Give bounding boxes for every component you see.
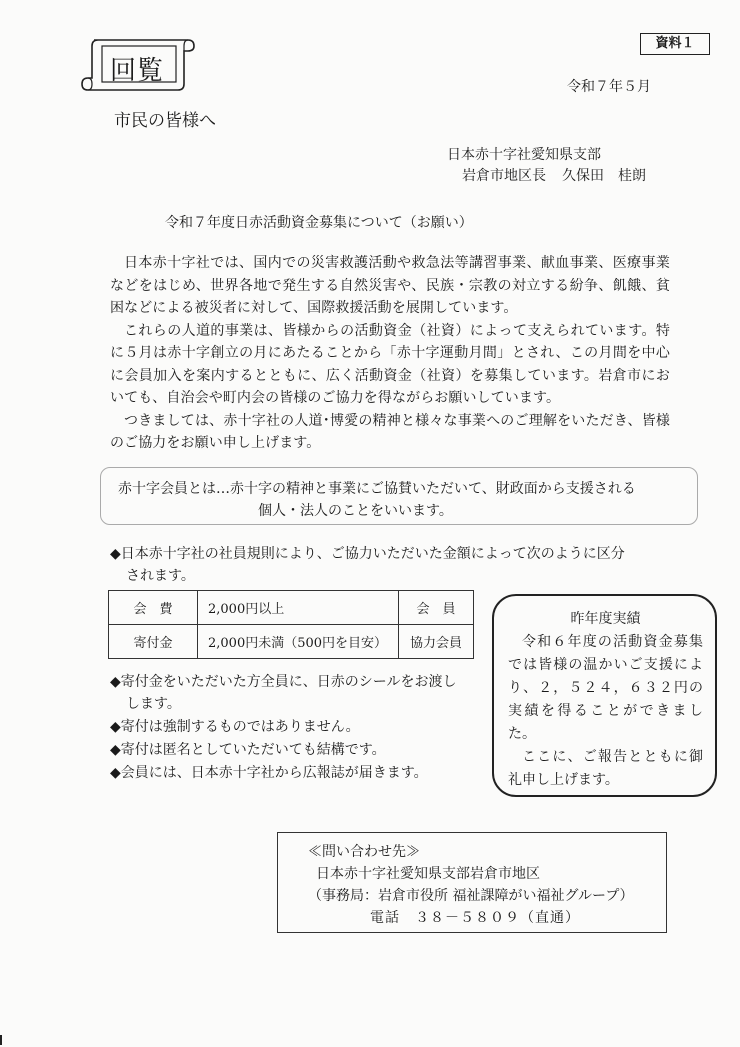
definition-line: 個人・法人のことをいいます。 [258,503,453,519]
subject-title: 令和７年度日赤活動資金募集について（お願い） [165,215,473,231]
sender-leader [462,165,646,185]
body-text [110,252,670,455]
table-cell-class: 協力会員 [399,625,474,659]
body-paragraph: 日本赤十字社では、国内での災害救護活動や救急法等講習事業、献血事業、医療事業などをはじめ、世界各地で発生する自然災害や、民族・宗教の対立する紛争、飢餓、貧困などによる被災者に対して、国際救援活動を展開しています。 [110,255,670,316]
contact-org: 日本赤十字社愛知県支部岩倉市地区 [316,866,540,882]
bullet-intro: ◆日本赤十字社の社員規則により、ご協力いただいた金額によって次のように区分 [110,546,625,562]
page-mark [0,1035,2,1045]
table-cell-class: 会 員 [399,591,474,625]
results-title: 昨年度実績 [570,611,641,627]
addressee: 市民の皆様へ [114,111,216,131]
results-box [492,594,717,797]
results-thanks: ここに、ご報告とともに御礼申し上げます。 [508,749,703,788]
table-cell-type: 寄付金 [109,625,198,659]
bullet-sticker-cont: します。 [126,696,181,712]
table-row [109,591,474,625]
results-text: 令和６年度の活動資金募集では皆様の温かいご支援により、２，５２４，６３２円の実績を得ることができました。 [508,634,703,742]
sender-title: 岩倉市地区長 [462,168,546,184]
bullet-voluntary: ◆寄付は強制するものではありません。 [110,719,360,735]
issue-date: 令和７年５月 [567,79,651,95]
document-tag: 資料１ [640,33,710,55]
contact-box [277,832,667,933]
contact-office: （事務局：岩倉市役所 福祉課障がい福祉グループ） [308,888,634,904]
table-cell-type: 会 費 [109,591,198,625]
definition-line: 赤十字会員とは…赤十字の精神と事業にご協賛いただいて、財政面から支援される [118,481,636,497]
contact-heading: ≪問い合わせ先≫ [308,844,420,860]
sender-name: 久保田 桂朗 [562,168,646,184]
body-paragraph: これらの人道的事業は、皆様からの活動資金（社資）によって支えられています。特に５月は赤十字創立の月にあたることから「赤十字運動月間」とされ、この月間を中心に会員加入を案内するとともに、広く活動資金（社資）を募集しています。岩倉市においても、自治会や町内会の皆様のご協力を得ながらお願いしています。 [110,322,670,406]
table-cell-amount: 2,000円以上 [198,591,399,625]
bullet-intro-cont: されます。 [126,568,195,584]
bullet-newsletter: ◆会員には、日本赤十字社から広報誌が届きます。 [110,765,428,781]
kairan-label: 回覧 [110,56,165,86]
table-cell-amount: 2,000円未満（500円を目安） [198,625,399,659]
bullet-sticker: ◆寄付金をいただいた方全員に、日赤のシールをお渡し [110,674,457,690]
membership-table [108,590,474,659]
body-paragraph: つきましては、赤十字社の人道･博愛の精神と様々な事業へのご理解をいただき、皆様のご協力をお願い申し上げます。 [110,412,670,451]
contact-phone: 電話 ３８－５８０９（直通） [370,910,580,926]
sender-org: 日本赤十字社愛知県支部 [447,147,601,163]
bullet-anonymous: ◆寄付は匿名としていただいても結構です。 [110,742,386,758]
table-row [109,625,474,659]
